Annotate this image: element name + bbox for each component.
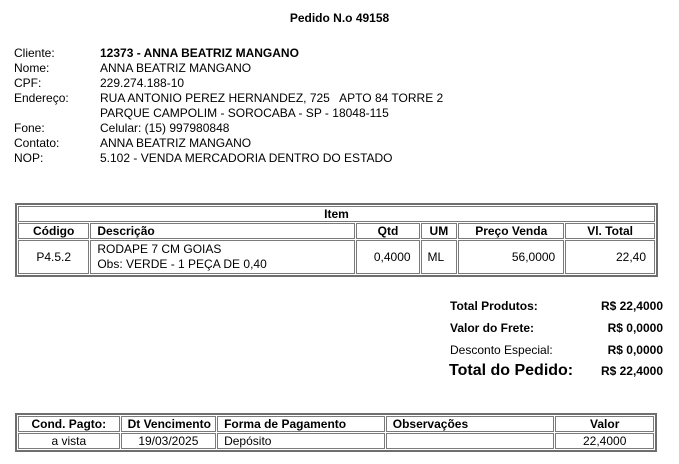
payment-row [18, 433, 654, 449]
column-header-preco-venda: Preço Venda [458, 223, 564, 239]
item-table-header-row [18, 223, 655, 239]
item-row [18, 240, 655, 274]
field-value-cliente: 12373 - ANNA BEATRIZ MANGANO [100, 46, 299, 60]
item-descricao [90, 240, 355, 274]
item-descricao-obs: Obs: VERDE - 1 PEÇA DE 0,40 [97, 257, 267, 271]
field-label-fone: Fone: [14, 121, 45, 135]
field-value-nop: 5.102 - VENDA MERCADORIA DENTRO DO ESTADO [100, 151, 393, 165]
customer-info [14, 46, 669, 166]
field-value-endereco-line1: RUA ANTONIO PEREZ HERNANDEZ, 725 APTO 84 TORRE 2 [100, 91, 444, 105]
column-header-um: UM [421, 223, 458, 239]
payment-table [15, 413, 657, 452]
column-header-vl-total: Vl. Total [565, 223, 655, 239]
field-value-endereco-line2: PARQUE CAMPOLIM - SOROCABA - SP - 18048-115 [100, 106, 389, 120]
item-table-title: Item [18, 206, 655, 222]
column-header-dt-vencimento: Dt Vencimento [121, 416, 217, 432]
valor-frete-value: R$ 0,0000 [607, 321, 663, 335]
total-produtos-row [450, 299, 663, 314]
field-value-contato: ANNA BEATRIZ MANGANO [100, 136, 252, 150]
column-header-cond-pagto: Cond. Pagto: [18, 416, 120, 432]
totals-block [450, 299, 663, 365]
item-qtd: 0,4000 [356, 240, 419, 274]
total-produtos-label: Total Produtos: [450, 299, 538, 313]
item-vl-total: 22,40 [565, 240, 655, 274]
field-label-contato: Contato: [14, 136, 60, 150]
payment-header-row [18, 416, 654, 432]
item-codigo: P4.5.2 [18, 240, 89, 274]
desconto-especial-value: R$ 0,0000 [607, 343, 663, 357]
desconto-especial-label: Desconto Especial: [450, 343, 553, 357]
item-preco-venda: 56,0000 [458, 240, 564, 274]
grand-total-row [449, 362, 663, 380]
item-table [15, 203, 658, 277]
field-label-endereco: Endereço: [14, 91, 69, 105]
payment-valor: 22,4000 [555, 433, 654, 449]
total-produtos-value: R$ 22,4000 [600, 299, 663, 313]
item-descricao-line1: RODAPE 7 CM GOIAS [97, 242, 222, 256]
field-label-blank [14, 106, 100, 121]
column-header-descricao: Descrição [90, 223, 355, 239]
grand-total-value: R$ 22,4000 [600, 364, 663, 378]
grand-total-label: Total do Pedido: [449, 362, 574, 379]
field-label-cliente: Cliente: [14, 46, 55, 60]
valor-frete-row [450, 321, 663, 336]
column-header-qtd: Qtd [356, 223, 419, 239]
field-value-nome: ANNA BEATRIZ MANGANO [100, 61, 252, 75]
field-label-cpf: CPF: [14, 76, 42, 90]
desconto-especial-row [450, 343, 663, 358]
payment-cond-pagto: a vista [18, 433, 120, 449]
valor-frete-label: Valor do Frete: [450, 321, 535, 335]
item-um: ML [421, 240, 458, 274]
payment-observacoes [386, 433, 555, 449]
page-title: Pedido N.o 49158 [289, 11, 390, 25]
field-value-cpf: 229.274.188-10 [100, 76, 185, 90]
column-header-observacoes: Observações [386, 416, 555, 432]
field-label-nome: Nome: [14, 61, 50, 75]
item-table-title-row [18, 206, 655, 222]
payment-dt-vencimento: 19/03/2025 [121, 433, 217, 449]
column-header-codigo: Código [18, 223, 89, 239]
column-header-valor: Valor [555, 416, 654, 432]
field-label-nop: NOP: [14, 151, 44, 165]
field-value-fone: Celular: (15) 997980848 [100, 121, 230, 135]
column-header-forma-pagamento: Forma de Pagamento [217, 416, 385, 432]
payment-forma-pagamento: Depósito [217, 433, 385, 449]
